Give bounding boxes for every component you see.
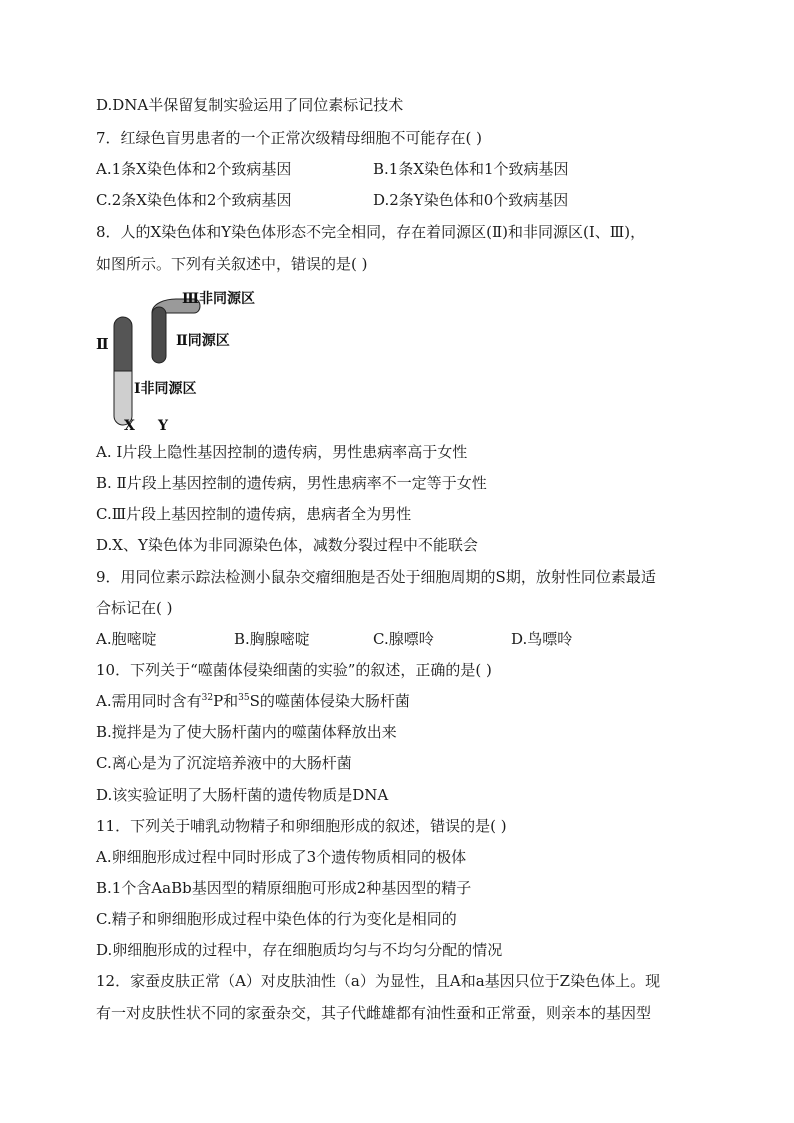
q9-option-d: D.鸟嘌呤 [511,630,573,648]
q8-stem-line2: 如图所示。下列有关叙述中，错误的是( ) [96,255,368,273]
q7-option-c: C.2条X染色体和2个致病基因 [96,191,292,209]
q9-option-a: A.胞嘧啶 [96,630,157,648]
label-y: Y [158,418,168,434]
q11-option-c: C.精子和卵细胞形成过程中染色体的行为变化是相同的 [96,910,457,928]
q12-stem-line2: 有一对皮肤性状不同的家蚕杂交，其子代雌雄都有油性蚕和正常蚕，则亲本的基因型 [96,1004,652,1022]
q10-stem: 10．下列关于“噬菌体侵染细菌的实验”的叙述，正确的是( ) [96,661,492,679]
q9-option-b: B.胸腺嘧啶 [234,630,310,648]
q10-option-a: A.需用同时含有$^{32}$P和$^{35}$S的噬菌体侵染大肠杆菌 [96,692,410,710]
label-ii-homologous: Ⅱ同源区 [176,333,230,349]
q11-option-b: B.1个含AaBb基因型的精原细胞可形成2种基因型的精子 [96,879,472,897]
q10-option-b: B.搅拌是为了使大肠杆菌内的噬菌体释放出来 [96,723,397,741]
label-iii-nonhomologous: Ⅲ非同源区 [182,291,256,307]
label-i-nonhomologous: Ⅰ非同源区 [134,381,197,397]
q11-stem: 11．下列关于哺乳动物精子和卵细胞形成的叙述，错误的是( ) [96,817,507,835]
xy-chromosome-figure [90,285,290,435]
q7-option-a: A.1条X染色体和2个致病基因 [96,160,292,178]
q8-option-c: C.Ⅲ片段上基因控制的遗传病，患病者全为男性 [96,505,412,523]
q7-option-b: B.1条X染色体和1个致病基因 [373,160,569,178]
q10-option-d: D.该实验证明了大肠杆菌的遗传物质是DNA [96,786,389,804]
q7-stem: 7．红绿色盲男患者的一个正常次级精母细胞不可能存在( ) [96,129,483,147]
label-x: X [124,418,135,434]
q9-stem-line2: 合标记在( ) [96,599,173,617]
q9-stem-line1: 9．用同位素示踪法检测小鼠杂交瘤细胞是否处于细胞周期的S期，放射性同位素最适 [96,568,656,586]
q8-option-b: B. Ⅱ片段上基因控制的遗传病，男性患病率不一定等于女性 [96,474,487,492]
q9-option-c: C.腺嘌呤 [373,630,434,648]
y-chromosome [152,299,200,363]
q8-stem-line1: 8．人的X染色体和Y染色体形态不完全相同，存在着同源区(Ⅱ)和非同源区(Ⅰ、Ⅲ)， [96,223,646,241]
q7-option-d: D.2条Y染色体和0个致病基因 [373,191,569,209]
q8-option-d: D.X、Y染色体为非同源染色体，减数分裂过程中不能联会 [96,536,478,554]
q11-option-d: D.卵细胞形成的过程中，存在细胞质均匀与不均匀分配的情况 [96,941,503,959]
q6-option-d: D.DNA半保留复制实验运用了同位素标记技术 [96,96,404,114]
q12-stem-line1: 12．家蚕皮肤正常（A）对皮肤油性（a）为显性，且A和a基因只位于Z染色体上。现 [96,972,661,990]
label-ii-left: Ⅱ [96,335,109,353]
x-chromosome [114,317,132,425]
q8-option-a: A. Ⅰ片段上隐性基因控制的遗传病，男性患病率高于女性 [96,443,468,461]
q11-option-a: A.卵细胞形成过程中同时形成了3个遗传物质相同的极体 [96,848,467,866]
q10-option-c: C.离心是为了沉淀培养液中的大肠杆菌 [96,754,352,772]
